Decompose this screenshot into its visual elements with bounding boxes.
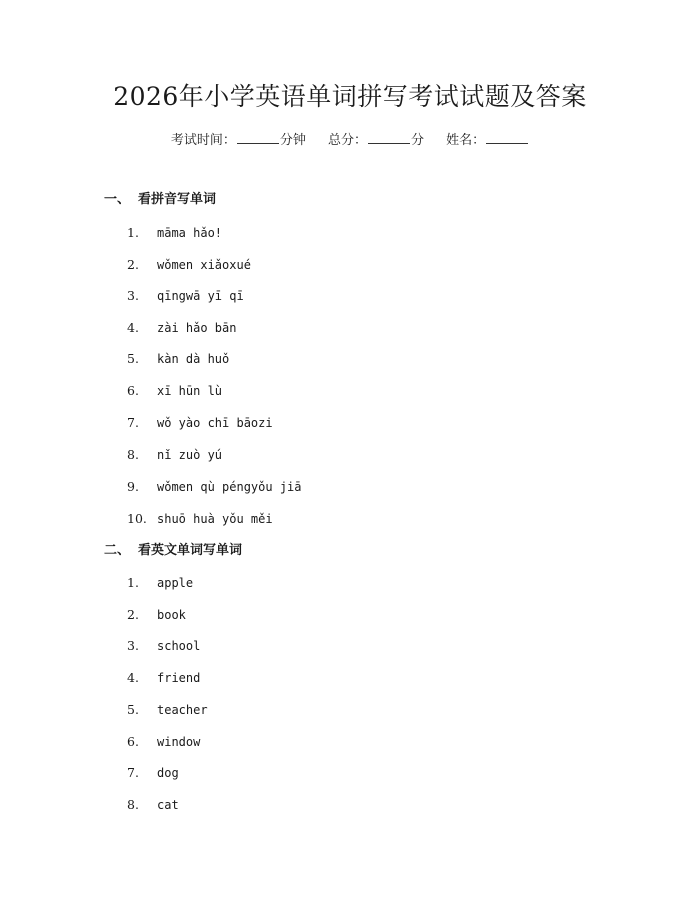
item-text: kàn dà huǒ <box>157 352 230 366</box>
item-number: 5. <box>127 702 139 717</box>
exam-info-line <box>0 131 700 150</box>
list-item <box>127 446 222 464</box>
list-item <box>127 574 193 592</box>
list-item <box>127 350 229 368</box>
list-item <box>127 414 273 432</box>
exam-time-field <box>171 133 306 148</box>
item-text: friend <box>157 671 201 685</box>
item-number: 4. <box>127 320 139 335</box>
exam-time-label: 考试时间： <box>170 133 236 148</box>
item-text: dog <box>157 766 179 780</box>
item-number: 5. <box>127 351 139 366</box>
list-item <box>127 256 251 274</box>
item-number: 8. <box>127 447 139 462</box>
list-item <box>127 382 222 400</box>
list-item <box>127 224 222 242</box>
item-number: 3. <box>127 638 139 653</box>
item-number: 1. <box>127 575 139 590</box>
name-label: 姓名： <box>446 133 486 148</box>
item-text: book <box>157 608 186 622</box>
name-blank[interactable] <box>486 131 528 144</box>
item-number: 2. <box>127 257 139 272</box>
list-item <box>127 606 186 624</box>
item-number: 10. <box>127 511 147 526</box>
item-text: school <box>157 639 201 653</box>
total-score-label: 总分： <box>327 133 367 148</box>
item-number: 1. <box>127 225 139 240</box>
item-text: māma hǎo! <box>157 226 223 240</box>
section-1-heading <box>104 191 216 209</box>
item-text: cat <box>157 798 179 812</box>
list-item <box>127 637 200 655</box>
item-text: shuō huà yǒu měi <box>157 512 273 526</box>
item-text: wǒ yào chī bāozi <box>157 416 273 430</box>
item-text: wǒmen qù péngyǒu jiā <box>157 480 302 494</box>
list-item <box>127 796 179 814</box>
list-item <box>127 319 236 337</box>
list-item <box>127 478 302 496</box>
list-item <box>127 287 244 305</box>
item-number: 9. <box>127 479 139 494</box>
list-item <box>127 701 208 719</box>
page-title: 2026年小学英语单词拼写考试试题及答案 <box>113 82 587 111</box>
item-number: 4. <box>127 670 139 685</box>
list-item <box>127 510 273 528</box>
item-text: zài hǎo bān <box>157 321 237 335</box>
section-2-title: 看英文单词写单词 <box>138 543 243 558</box>
list-item <box>127 764 179 782</box>
section-2-heading <box>104 542 242 560</box>
item-text: teacher <box>157 703 208 717</box>
item-text: nǐ zuò yú <box>157 448 223 462</box>
section-2-number: 二、 <box>104 543 131 558</box>
total-score-unit: 分 <box>411 133 425 148</box>
item-text: qīngwā yī qī <box>157 289 244 303</box>
item-text: xī hūn lù <box>157 384 223 398</box>
section-1-number: 一、 <box>104 192 131 207</box>
name-field <box>446 133 529 148</box>
total-score-field <box>328 133 424 148</box>
exam-time-blank[interactable] <box>237 131 279 144</box>
item-number: 8. <box>127 797 139 812</box>
total-score-blank[interactable] <box>368 131 410 144</box>
item-number: 7. <box>127 415 139 430</box>
item-number: 7. <box>127 765 139 780</box>
item-number: 3. <box>127 288 139 303</box>
item-text: window <box>157 735 201 749</box>
item-number: 6. <box>127 383 139 398</box>
item-number: 2. <box>127 607 139 622</box>
item-text: wǒmen xiǎoxué <box>157 258 251 272</box>
exam-time-unit: 分钟 <box>279 133 306 148</box>
list-item <box>127 669 200 687</box>
list-item <box>127 733 200 751</box>
section-1-title: 看拼音写单词 <box>138 192 217 207</box>
item-number: 6. <box>127 734 139 749</box>
item-text: apple <box>157 576 194 590</box>
